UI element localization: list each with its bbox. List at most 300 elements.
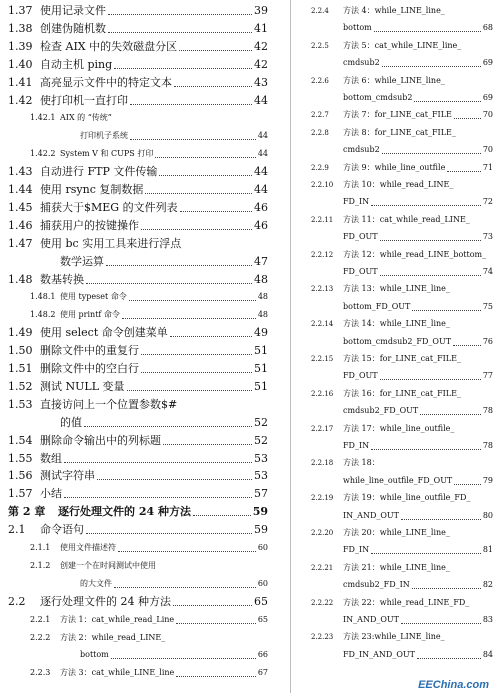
- toc-page-number: 78: [482, 406, 493, 416]
- toc-page-number: 71: [482, 162, 493, 172]
- toc-page-number: 48: [257, 310, 268, 320]
- toc-page-number: 74: [482, 267, 493, 276]
- toc-leader-dots: [141, 360, 252, 373]
- toc-title: 方法 12：while_read_LINE_bottom_: [343, 249, 487, 259]
- toc-number: 2.2.1: [30, 614, 51, 624]
- toc-entry: [0, 74, 268, 92]
- toc-title: cmdsub2: [343, 145, 380, 155]
- toc-entry: [303, 524, 493, 542]
- toc-entry: [303, 211, 493, 229]
- toc-leader-dots: [129, 288, 256, 301]
- toc-page-number: 48: [257, 292, 268, 302]
- toc-entry: [0, 557, 268, 575]
- toc-title: 删除文件中的空白行: [40, 362, 139, 375]
- toc-number: 1.48: [8, 272, 33, 286]
- toc-entry: [0, 324, 268, 342]
- toc-entry: [303, 367, 493, 385]
- toc-leader-dots: [380, 367, 481, 380]
- toc-number: 2.2.3: [30, 668, 51, 678]
- toc-entry: [0, 646, 268, 664]
- toc-number: 1.42.1: [30, 113, 56, 123]
- toc-entry: [303, 89, 493, 107]
- toc-page-number: 79: [482, 475, 493, 485]
- toc-page-number: 51: [254, 379, 268, 393]
- toc-leader-dots: [382, 141, 481, 154]
- toc-leader-dots: [414, 89, 481, 102]
- toc-page-number: 46: [254, 218, 268, 232]
- toc-entry: [303, 124, 493, 142]
- toc-entry: [303, 646, 493, 664]
- toc-page-number: 44: [257, 149, 268, 159]
- toc-title: FD_OUT: [343, 232, 378, 242]
- toc-entry: [303, 298, 493, 316]
- toc-number: 1.50: [8, 344, 33, 358]
- toc-entry: [0, 163, 268, 181]
- toc-entry: [0, 485, 268, 503]
- toc-number: 1.49: [8, 326, 33, 340]
- toc-entry: [0, 360, 268, 378]
- toc-page-number: 43: [254, 75, 268, 89]
- toc-title: 方法 3：cat_while_LINE_line: [60, 668, 175, 678]
- toc-entry: [0, 92, 268, 110]
- toc-page-number: 73: [482, 232, 493, 242]
- toc-title: FD_IN: [343, 197, 370, 207]
- toc-page-number: 68: [482, 23, 493, 33]
- toc-entry: [303, 228, 493, 246]
- toc-title: 使用 select 命令创建菜单: [40, 326, 168, 340]
- toc-entry: [303, 193, 493, 211]
- toc-entry: [0, 414, 268, 432]
- toc-page-number: 49: [254, 326, 268, 340]
- toc-leader-dots: [380, 263, 481, 276]
- toc-number: 1.52: [8, 379, 33, 393]
- toc-leader-dots: [106, 253, 252, 266]
- toc-page-number: 52: [254, 433, 268, 447]
- toc-page-number: 66: [257, 650, 268, 660]
- toc-title: 命令语句: [40, 523, 84, 537]
- toc-leader-dots: [170, 324, 252, 337]
- toc-leader-dots: [64, 450, 252, 463]
- toc-entry: [303, 594, 493, 612]
- toc-entry: [303, 263, 493, 281]
- toc-title: IN_AND_OUT: [343, 510, 399, 520]
- toc-title: 方法 9：while_line_outfile: [343, 162, 446, 172]
- toc-entry: [303, 472, 493, 490]
- toc-number: 2.2.12: [311, 250, 334, 259]
- toc-title: IN_AND_OUT: [343, 615, 399, 624]
- toc-page-number: 48: [254, 272, 268, 286]
- toc-leader-dots: [141, 342, 252, 355]
- toc-entry: [0, 56, 268, 74]
- toc-entry: [303, 628, 493, 646]
- toc-title: cmdsub2_FD_IN: [343, 580, 410, 590]
- toc-title: 方法 23:while_LINE_line_: [343, 632, 445, 642]
- toc-number: 1.56: [8, 469, 33, 483]
- toc-title: while_line_outfile_FD_OUT: [343, 475, 453, 485]
- toc-title: 逐行处理文件的 24 种方法: [58, 505, 191, 519]
- toc-leader-dots: [84, 414, 252, 427]
- toc-title: 创建一个在时间测试中使用: [60, 560, 156, 570]
- toc-number: 2.2.2: [30, 632, 51, 642]
- toc-title: 方法 6：while_LINE_line_: [343, 75, 445, 85]
- toc-title: 方法 4：while_LINE_line_: [343, 6, 445, 15]
- toc-page-number: 67: [257, 668, 268, 678]
- toc-page-number: 44: [254, 183, 268, 196]
- toc-page-number: 47: [254, 254, 268, 268]
- toc-title: 删除文件中的重复行: [40, 344, 139, 358]
- toc-number: 第 2 章: [8, 505, 46, 519]
- toc-number: 2.2.15: [311, 355, 334, 363]
- toc-title: 方法 16：for_LINE_cat_FILE_: [343, 388, 461, 398]
- toc-title: 数学运算: [60, 254, 104, 268]
- toc-entry: [303, 176, 493, 194]
- toc-entry: [303, 246, 493, 264]
- toc-leader-dots: [122, 306, 256, 319]
- toc-number: 2.2.7: [311, 111, 329, 120]
- toc-number: 1.37: [8, 4, 33, 17]
- toc-leader-dots: [193, 503, 251, 516]
- toc-number: 1.42.2: [30, 149, 56, 159]
- toc-title: 直接访问上一个位置参数$#: [40, 397, 178, 411]
- toc-leader-dots: [412, 298, 481, 311]
- toc-number: 2.2.20: [311, 529, 334, 537]
- toc-title: 方法 10：while_read_LINE_: [343, 180, 454, 189]
- toc-entry: [303, 402, 493, 420]
- toc-number: 1.53: [8, 397, 33, 411]
- toc-number: 2.2.11: [311, 215, 334, 224]
- toc-page-number: 51: [254, 362, 268, 375]
- toc-leader-dots: [155, 145, 256, 158]
- toc-number: 1.44: [8, 183, 33, 196]
- toc-title: 检查 AIX 中的失效磁盘分区: [40, 39, 178, 53]
- toc-leader-dots: [130, 92, 252, 105]
- toc-title: System V 和 CUPS 打印: [60, 149, 154, 159]
- toc-entry: [0, 575, 268, 593]
- toc-entry: [303, 280, 493, 298]
- toc-title: 捕获用户的按键操作: [40, 218, 139, 232]
- toc-number: 2.2.14: [311, 320, 334, 329]
- toc-page-number: 42: [254, 57, 268, 71]
- toc-leader-dots: [401, 611, 481, 624]
- toc-number: 2.2.13: [311, 285, 334, 294]
- toc-entry: [0, 521, 268, 539]
- toc-title: 使用文件描述符: [60, 543, 116, 552]
- toc-leader-dots: [179, 38, 252, 51]
- toc-page-number: 70: [482, 145, 493, 155]
- toc-entry: [303, 350, 493, 368]
- toc-entry: [303, 315, 493, 333]
- toc-entry: [0, 396, 268, 414]
- toc-leader-dots: [97, 467, 252, 480]
- toc-page-number: 44: [254, 93, 268, 107]
- toc-leader-dots: [145, 181, 252, 194]
- toc-title: 方法 22：while_read_LINE_FD_: [343, 597, 470, 607]
- toc-number: 1.47: [8, 236, 33, 250]
- toc-entry: [0, 450, 268, 468]
- toc-number: 1.51: [8, 362, 33, 375]
- toc-number: 2.2.4: [311, 7, 329, 15]
- toc-leader-dots: [412, 576, 481, 589]
- toc-leader-dots: [382, 54, 481, 67]
- toc-entry: [303, 541, 493, 559]
- toc-title: 测试 NULL 变量: [40, 379, 125, 393]
- toc-leader-dots: [447, 159, 481, 172]
- toc-page-number: 60: [257, 578, 268, 588]
- toc-title: 方法 18：: [343, 458, 380, 468]
- toc-entry: [303, 141, 493, 159]
- toc-entry: [303, 576, 493, 594]
- toc-page-number: 83: [482, 615, 493, 624]
- toc-page-number: 82: [482, 580, 493, 590]
- toc-leader-dots: [374, 19, 481, 32]
- toc-entry: [0, 629, 268, 647]
- toc-entry: [303, 420, 493, 438]
- toc-entry: [0, 145, 268, 163]
- toc-title: 方法 1：cat_while_read_Line: [60, 614, 175, 624]
- toc-entry: [303, 437, 493, 455]
- toc-number: 2.2.6: [311, 76, 329, 85]
- toc-leader-dots: [141, 217, 252, 230]
- toc-leader-dots: [163, 432, 252, 445]
- toc-page-number: 72: [482, 197, 493, 207]
- toc-entry: [303, 611, 493, 629]
- toc-leader-dots: [111, 646, 256, 659]
- toc-leader-dots: [401, 507, 481, 520]
- toc-number: 1.48.2: [30, 310, 56, 320]
- toc-leader-dots: [453, 333, 481, 346]
- toc-leader-dots: [176, 664, 256, 677]
- toc-page-number: 39: [254, 4, 268, 17]
- toc-page-number: 70: [482, 110, 493, 120]
- toc-title: 方法 19：while_line_outfile_FD_: [343, 493, 471, 503]
- toc-entry: [0, 199, 268, 217]
- toc-title: 方法 5：cat_while_LINE_line_: [343, 40, 462, 50]
- toc-leader-dots: [127, 378, 252, 391]
- toc-page-number: 76: [482, 336, 493, 346]
- toc-entry: [0, 109, 268, 127]
- toc-title: cmdsub2_FD_OUT: [343, 406, 419, 416]
- toc-number: 2.1.1: [30, 543, 51, 552]
- toc-entry: [303, 454, 493, 472]
- toc-leader-dots: [86, 521, 252, 534]
- toc-page-number: 42: [254, 39, 268, 53]
- toc-title: 方法 8：for_LINE_cat_FILE_: [343, 127, 456, 137]
- toc-entry: [0, 235, 268, 253]
- toc-title: bottom_FD_OUT: [343, 301, 411, 311]
- toc-number: 1.43: [8, 165, 33, 179]
- toc-title: 打印机子系统: [80, 131, 128, 141]
- toc-title: bottom_cmdsub2_FD_OUT: [343, 336, 452, 346]
- toc-entry: [0, 664, 268, 682]
- toc-number: 1.40: [8, 57, 33, 71]
- toc-page-number: 51: [254, 344, 268, 358]
- toc-title: 使打印机一直打印: [40, 93, 128, 107]
- toc-entry: [0, 611, 268, 629]
- toc-entry: [303, 489, 493, 507]
- toc-page-number: 84: [482, 649, 493, 659]
- toc-entry: [303, 106, 493, 124]
- toc-leader-dots: [371, 437, 481, 450]
- toc-entry: [303, 559, 493, 577]
- toc-page-number: 60: [257, 543, 268, 552]
- toc-page-number: 53: [254, 469, 268, 483]
- toc-entry: [0, 20, 268, 38]
- toc-leader-dots: [371, 193, 481, 206]
- toc-number: 1.38: [8, 21, 33, 35]
- toc-entry: [303, 507, 493, 525]
- toc-title: 方法 15：for_LINE_cat_FILE_: [343, 354, 461, 363]
- toc-number: 1.46: [8, 218, 33, 232]
- toc-title: cmdsub2: [343, 58, 380, 68]
- toc-title: 的大文件: [80, 578, 112, 588]
- toc-title: FD_IN: [343, 545, 370, 555]
- toc-page-number: 44: [254, 165, 268, 179]
- toc-page-number: 59: [254, 523, 268, 537]
- toc-number: 2.1: [8, 523, 26, 537]
- toc-title: 数组: [40, 451, 62, 465]
- toc-entry: [0, 217, 268, 235]
- toc-number: 2.2.17: [311, 424, 334, 433]
- toc-title: 使用 typeset 命令: [60, 292, 127, 302]
- toc-page-number: 59: [252, 505, 268, 519]
- toc-entry: [0, 539, 268, 557]
- toc-leader-dots: [64, 485, 252, 498]
- toc-title: 方法 11：cat_while_read_LINE_: [343, 214, 470, 224]
- toc-number: 2.2.22: [311, 598, 334, 607]
- toc-page-number: 41: [254, 21, 268, 35]
- toc-page-number: 69: [482, 93, 493, 102]
- toc-entry: [0, 593, 268, 611]
- toc-title: 方法 14：while_LINE_line_: [343, 319, 450, 329]
- toc-title: 方法 7：for_LINE_cat_FILE: [343, 110, 452, 120]
- toc-number: 2.2.10: [311, 181, 334, 189]
- toc-number: 1.42: [8, 93, 33, 107]
- toc-title: 自动主机 ping: [40, 57, 113, 71]
- toc-title: 的值: [60, 415, 82, 429]
- toc-entry: [0, 253, 268, 271]
- toc-number: 1.54: [8, 433, 33, 447]
- toc-title: bottom: [343, 23, 372, 33]
- toc-title: 使用记录文件: [40, 4, 106, 17]
- toc-number: 1.57: [8, 487, 33, 501]
- toc-title: 使用 rsync 复制数据: [40, 183, 144, 196]
- toc-page-number: 69: [482, 58, 493, 68]
- toc-title: FD_IN: [343, 441, 370, 450]
- toc-title: 删除命令输出中的列标题: [40, 433, 161, 447]
- toc-leader-dots: [176, 611, 256, 624]
- toc-leader-dots: [420, 402, 481, 415]
- toc-title: 自动进行 FTP 文件传输: [40, 165, 158, 179]
- toc-title: 方法 2：while_read_LINE_: [60, 632, 166, 642]
- toc-title: 使用 printf 命令: [60, 310, 120, 320]
- toc-page-number: 44: [257, 131, 268, 141]
- toc-entry: [303, 37, 493, 55]
- toc-number: 1.45: [8, 200, 33, 214]
- toc-title: bottom: [80, 650, 109, 660]
- toc-entry: [0, 2, 268, 20]
- toc-entry: [0, 127, 268, 145]
- toc-entry: [0, 306, 268, 324]
- toc-leader-dots: [454, 472, 481, 485]
- toc-title: 高亮显示文件中的特定文本: [40, 75, 172, 89]
- toc-title: 方法 20：while_LINE_line_: [343, 528, 450, 537]
- toc-number: 2.2.21: [311, 563, 334, 572]
- toc-page-number: 77: [482, 371, 493, 381]
- toc-leader-dots: [173, 593, 252, 606]
- toc-number: 2.2.8: [311, 128, 329, 137]
- toc-title: 数基转换: [40, 272, 84, 286]
- toc-leader-dots: [118, 539, 256, 552]
- toc-number: 1.39: [8, 39, 33, 53]
- toc-title: FD_IN_AND_OUT: [343, 649, 415, 659]
- toc-title: AIX 的 “传统”: [60, 113, 112, 123]
- toc-leader-dots: [180, 199, 252, 212]
- toc-number: 2.2.16: [311, 389, 334, 398]
- toc-entry: [0, 288, 268, 306]
- site-watermark: EEChina.com: [418, 679, 489, 691]
- column-divider: [290, 0, 291, 693]
- toc-title: 逐行处理文件的 24 种方法: [40, 594, 171, 608]
- toc-entry: [0, 38, 268, 56]
- toc-number: 2.1.2: [30, 560, 51, 570]
- toc-leader-dots: [371, 541, 481, 554]
- toc-entry: [0, 503, 268, 521]
- toc-number: 2.2.23: [311, 633, 334, 642]
- toc-number: 2.2: [8, 594, 26, 608]
- toc-entry: [0, 467, 268, 485]
- toc-page-number: 53: [254, 451, 268, 465]
- toc-page-number: 57: [254, 487, 268, 501]
- toc-title: 方法 17：while_line_outfile_: [343, 423, 455, 433]
- toc-title: bottom_cmdsub2: [343, 93, 413, 102]
- toc-entry: [303, 54, 493, 72]
- toc-page-number: 52: [254, 415, 268, 429]
- toc-leader-dots: [417, 646, 481, 659]
- toc-entry: [303, 72, 493, 90]
- toc-page-number: 75: [482, 301, 493, 311]
- toc-page-number: 80: [482, 510, 493, 520]
- toc-title: 创建伪随机数: [40, 21, 106, 35]
- toc-number: 2.2.5: [311, 41, 329, 50]
- toc-number: 2.2.18: [311, 459, 334, 468]
- toc-leader-dots: [108, 2, 252, 15]
- toc-leader-dots: [174, 74, 252, 87]
- toc-entry: [0, 271, 268, 289]
- toc-title: 捕获大于$MEG 的文件列表: [40, 200, 178, 214]
- toc-leader-dots: [130, 127, 256, 140]
- toc-entry: [303, 19, 493, 37]
- toc-number: 2.2.19: [311, 494, 334, 503]
- toc-number: 1.41: [8, 75, 33, 89]
- toc-title: FD_OUT: [343, 371, 378, 381]
- toc-entry: [303, 159, 493, 177]
- toc-title: FD_OUT: [343, 267, 378, 276]
- toc-page-number: 78: [482, 441, 493, 450]
- toc-title: 使用 bc 实用工具来进行浮点: [40, 236, 182, 250]
- toc-leader-dots: [114, 575, 256, 588]
- toc-entry: [303, 385, 493, 403]
- toc-leader-dots: [380, 228, 481, 241]
- toc-number: 2.2.9: [311, 163, 329, 172]
- toc-leader-dots: [86, 271, 252, 284]
- toc-leader-dots: [454, 106, 481, 119]
- toc-number: 1.55: [8, 451, 33, 465]
- toc-title: 方法 13：while_LINE_line_: [343, 284, 450, 294]
- toc-entry: [303, 333, 493, 351]
- toc-page-number: 65: [254, 594, 268, 608]
- toc-title: 小结: [40, 487, 62, 501]
- toc-page-number: 65: [257, 614, 268, 624]
